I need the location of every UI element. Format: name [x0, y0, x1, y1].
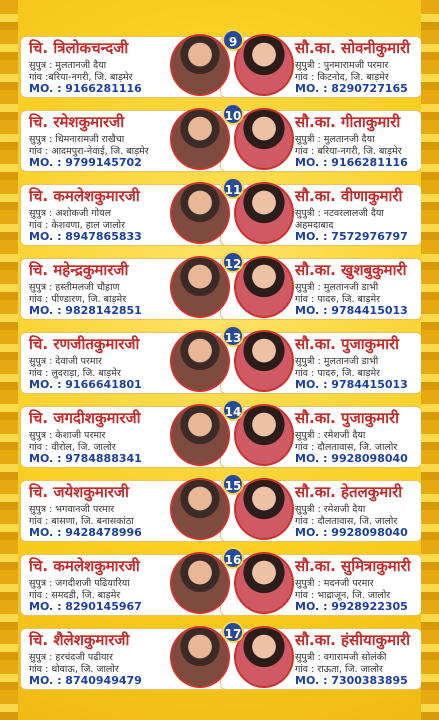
bride-village: गांव : दौलतावास, जि. जालोर — [295, 442, 398, 453]
groom-mobile: MO. : 9784888341 — [29, 452, 142, 465]
pair-number-badge: 9 — [222, 29, 244, 51]
groom-mobile: MO. : 9166281116 — [29, 82, 142, 95]
bride-name: सौ.का. पुजाकुमारी — [295, 409, 399, 427]
couple-row-12 — [20, 255, 420, 321]
bride-village: गांव : भाद्राजून, जि. जालोर — [295, 590, 391, 601]
groom-mobile: MO. : 8740949479 — [29, 674, 142, 687]
bride-father: सुपुत्री : रमेशजी दैया — [295, 430, 366, 441]
pair-number-badge: 12 — [222, 251, 244, 273]
groom-village: गांव : आदमपुरा-नेवाई, जि. बाड़मेर — [29, 146, 149, 157]
groom-photo — [170, 182, 230, 244]
pair-number-badge: 16 — [222, 547, 244, 569]
bride-mobile: MO. : 9928098040 — [295, 452, 408, 465]
groom-photo — [170, 34, 230, 96]
bride-father: सुपुत्री : मुलतानजी डाभी — [295, 356, 379, 367]
bride-father: सुपुत्री : मदनजी परमार — [295, 578, 374, 589]
groom-name: चि. जगदीशकुमारजी — [29, 409, 141, 427]
groom-village: गांव : केशवणा, हाल जालोर — [29, 220, 126, 231]
bride-father: सुपुत्री : पुनमारामजी परमार — [295, 60, 389, 71]
groom-mobile: MO. : 9799145702 — [29, 156, 142, 169]
bride-name: सौ.का. हेतलकुमारी — [295, 483, 403, 501]
groom-father: सुपुत्र : देवाजी परमार — [29, 356, 102, 367]
pair-number-badge: 10 — [222, 103, 244, 125]
groom-mobile: MO. : 8947865833 — [29, 230, 142, 243]
bride-name: सौ.का. पुजाकुमारी — [295, 335, 399, 353]
groom-photo — [170, 108, 230, 170]
groom-father: सुपुत्र : भगवानजी परमार — [29, 504, 115, 515]
groom-photo — [170, 626, 230, 688]
groom-mobile: MO. : 9166641801 — [29, 378, 142, 391]
groom-village: गांव : धोवाऊ, जि. जालोर — [29, 664, 119, 675]
bride-mobile: MO. : 9928098040 — [295, 526, 408, 539]
pair-number-badge: 15 — [222, 473, 244, 495]
groom-photo — [170, 404, 230, 466]
couple-row-17 — [20, 625, 420, 691]
groom-name: चि. कमलेशकुमारजी — [29, 557, 140, 575]
groom-photo — [170, 330, 230, 392]
couple-row-9 — [20, 33, 420, 99]
couple-row-13 — [20, 329, 420, 395]
bride-father: सुपुत्री : मुलतानजी दैया — [295, 134, 375, 145]
groom-name: चि. जयेशकुमारजी — [29, 483, 129, 501]
bride-father: सुपुत्री : नटवरलालजी दैया — [295, 208, 384, 219]
groom-photo — [170, 478, 230, 540]
bride-mobile: MO. : 9784415013 — [295, 304, 408, 317]
bride-village: गांव : दौलतावास, जि. जालोर — [295, 516, 398, 527]
groom-father: सुपुत्र : हरचंदजी पढीयार — [29, 652, 113, 663]
groom-father: सुपुत्र : जगदीशजी पढियारिया — [29, 578, 130, 589]
groom-village: गांव :बरिया-नगरी, जि. बाड़मेर — [29, 72, 133, 83]
groom-name: चि. शैलेशकुमारजी — [29, 631, 130, 649]
groom-photo — [170, 256, 230, 318]
groom-photo — [170, 552, 230, 614]
groom-name: चि. रणजीतकुमारजी — [29, 335, 140, 353]
groom-name: चि. रमेशकुमारजी — [29, 113, 125, 131]
bride-mobile: MO. : 7300383895 — [295, 674, 408, 687]
bride-father: सुपुत्री : मुलतानजी डाभी — [295, 282, 379, 293]
groom-village: गांव : लुदराड़ा, जि. बाड़मेर — [29, 368, 121, 379]
bride-mobile: MO. : 8290727165 — [295, 82, 408, 95]
groom-father: सुपुत्र : अशोकजी गोयल — [29, 208, 112, 219]
pair-number-badge: 14 — [222, 399, 244, 421]
bride-village: गांव : पादरु, जि. बाड़मेर — [295, 294, 381, 305]
bride-name: सौ.का. वीणाकुमारी — [295, 187, 403, 205]
bride-mobile: MO. : 7572976797 — [295, 230, 408, 243]
groom-village: गांव : पीण्डारण, जि. बाड़मेर — [29, 294, 127, 305]
bride-village: गांव : राऊता, जि. जालोर — [295, 664, 383, 675]
bride-father: सुपुत्री : वगारामजी सोलंकी — [295, 652, 387, 663]
bride-name: सौ.का. गीताकुमारी — [295, 113, 401, 131]
groom-name: चि. महेन्द्रकुमारजी — [29, 261, 129, 279]
bride-father: सुपुत्री : रमेशजी दैया — [295, 504, 366, 515]
bride-name: सौ.का. हंसीयाकुमारी — [295, 631, 411, 649]
couple-row-16 — [20, 551, 420, 617]
pair-number-badge: 17 — [222, 621, 244, 643]
groom-father: सुपुत्र : केशाजी परमार — [29, 430, 106, 441]
bride-village: गांव : पादरु, जि. बाड़मेर — [295, 368, 381, 379]
bride-village: अहमदाबाद — [295, 220, 334, 231]
groom-village: गांव : बासणा, जि. बनासकांठा — [29, 516, 134, 527]
couple-row-11 — [20, 181, 420, 247]
groom-village: गांव : वीरोल, जि. जालोर — [29, 442, 116, 453]
bride-name: सौ.का. सोवनीकुमारी — [295, 39, 411, 57]
couple-row-14 — [20, 403, 420, 469]
bride-village: गांव : बरिया-नगरी, जि. बाड़मेर — [295, 146, 402, 157]
groom-mobile: MO. : 9828142851 — [29, 304, 142, 317]
groom-village: गांव : समदडी, जि. बाड़मेर — [29, 590, 121, 601]
pair-number-badge: 13 — [222, 325, 244, 347]
groom-mobile: MO. : 9428478996 — [29, 526, 142, 539]
bride-mobile: MO. : 9784415013 — [295, 378, 408, 391]
bride-mobile: MO. : 9166281116 — [295, 156, 408, 169]
bride-name: सौ.का. सुमित्राकुमारी — [295, 557, 411, 575]
bride-mobile: MO. : 9928922305 — [295, 600, 408, 613]
groom-father: सुपुत्र : हस्तीमलजी चौहाण — [29, 282, 120, 293]
groom-name: चि. त्रिलोकचन्दजी — [29, 39, 129, 57]
groom-father: सुपुत्र : मुलतानजी दैया — [29, 60, 107, 71]
bride-name: सौ.का. खुशबुकुमारी — [295, 261, 407, 279]
couple-row-10 — [20, 107, 420, 173]
bride-village: गांव : किटनोद, जि. बाड़मेर — [295, 72, 389, 83]
couple-row-15 — [20, 477, 420, 543]
pair-number-badge: 11 — [222, 177, 244, 199]
groom-mobile: MO. : 8290145967 — [29, 600, 142, 613]
groom-father: सुपुत्र : धिमनारामजी राखैचा — [29, 134, 125, 145]
groom-name: चि. कमलेशकुमारजी — [29, 187, 140, 205]
